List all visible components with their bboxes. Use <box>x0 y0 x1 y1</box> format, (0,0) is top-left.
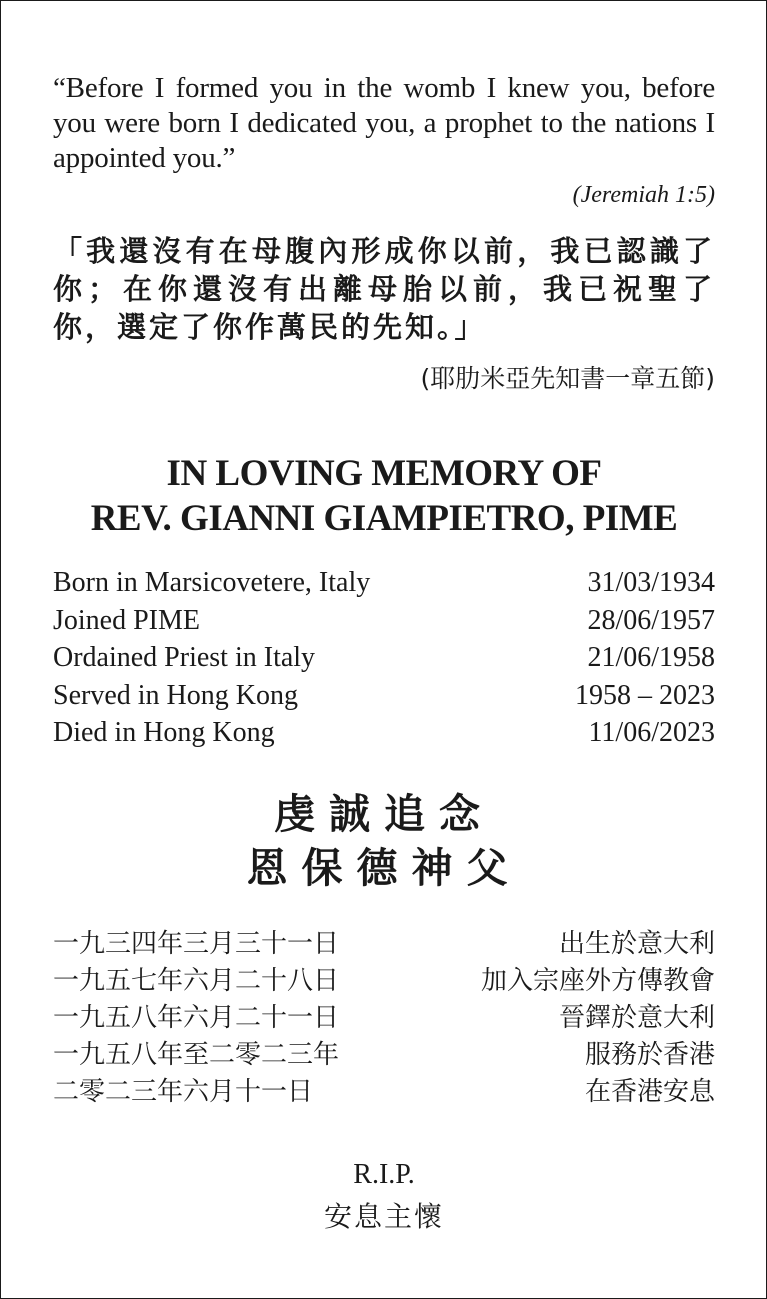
life-event-date: 1958 – 2023 <box>575 679 715 711</box>
life-event-row-chinese <box>53 963 715 1000</box>
life-event-row-chinese <box>53 1074 715 1111</box>
life-event-row <box>53 602 715 640</box>
life-event-label-chinese: 加入宗座外方傳教會 <box>480 966 715 996</box>
life-event-date-chinese: 二零二三年六月十一日 <box>53 1077 314 1107</box>
life-event-label-chinese: 出生於意大利 <box>558 929 715 959</box>
life-event-label: Joined PIME <box>53 604 200 636</box>
life-event-label: Born in Marsicovetere, Italy <box>53 567 371 598</box>
life-event-label-chinese: 在香港安息 <box>584 1077 715 1107</box>
life-event-row-chinese <box>53 1000 715 1037</box>
life-event-label-chinese: 服務於香港 <box>584 1040 715 1070</box>
life-event-date-chinese: 一九三四年三月三十一日 <box>53 929 340 959</box>
memorial-heading-chinese <box>53 787 715 895</box>
life-event-date-chinese: 一九五八年六月二十一日 <box>53 1003 340 1033</box>
memorial-heading-english <box>53 451 715 541</box>
life-events-chinese <box>53 926 715 1111</box>
life-event-label: Died in Hong Kong <box>53 717 275 748</box>
scripture-quote-english: “Before I formed you in the womb I knew you, before you were born I dedicated you, a prophet to the nations I appointed you.” <box>53 72 715 174</box>
life-events-english <box>53 564 715 752</box>
rip-chinese: 安息主懷 <box>323 1200 444 1233</box>
scripture-reference-english: (Jeremiah 1:5) <box>572 182 715 208</box>
memorial-heading-line1: IN LOVING MEMORY OF <box>166 453 602 494</box>
life-event-row <box>53 564 715 602</box>
life-event-row-chinese <box>53 926 715 963</box>
life-event-row <box>53 677 715 715</box>
life-event-date-chinese: 一九五八年至二零二三年 <box>53 1040 340 1070</box>
life-event-label-chinese: 晉鐸於意大利 <box>558 1003 715 1033</box>
life-event-date: 11/06/2023 <box>588 717 715 748</box>
memorial-heading-chinese-line1: 虔誠追念 <box>274 790 494 838</box>
scripture-quote-chinese: 「我還沒有在母腹內形成你以前，我已認識了你；在你還沒有出離母胎以前，我已祝聖了你，選定了你作萬民的先知。」 <box>53 234 715 344</box>
life-event-date-chinese: 一九五七年六月二十八日 <box>53 966 340 996</box>
life-event-label: Served in Hong Kong <box>53 679 298 711</box>
life-event-row-chinese <box>53 1037 715 1074</box>
life-event-date: 28/06/1957 <box>587 604 715 636</box>
memorial-heading-name: REV. GIANNI GIAMPIETRO, PIME <box>90 498 678 539</box>
scripture-reference-chinese: (耶肋米亞先知書一章五節) <box>420 364 715 393</box>
life-event-date: 21/06/1958 <box>587 642 715 673</box>
rip-english: R.I.P. <box>353 1159 415 1190</box>
life-event-label: Ordained Priest in Italy <box>53 642 316 673</box>
memorial-heading-chinese-name: 恩保德神父 <box>246 844 522 892</box>
life-event-date: 31/03/1934 <box>587 567 715 598</box>
life-event-row <box>53 714 715 752</box>
life-event-row <box>53 639 715 677</box>
